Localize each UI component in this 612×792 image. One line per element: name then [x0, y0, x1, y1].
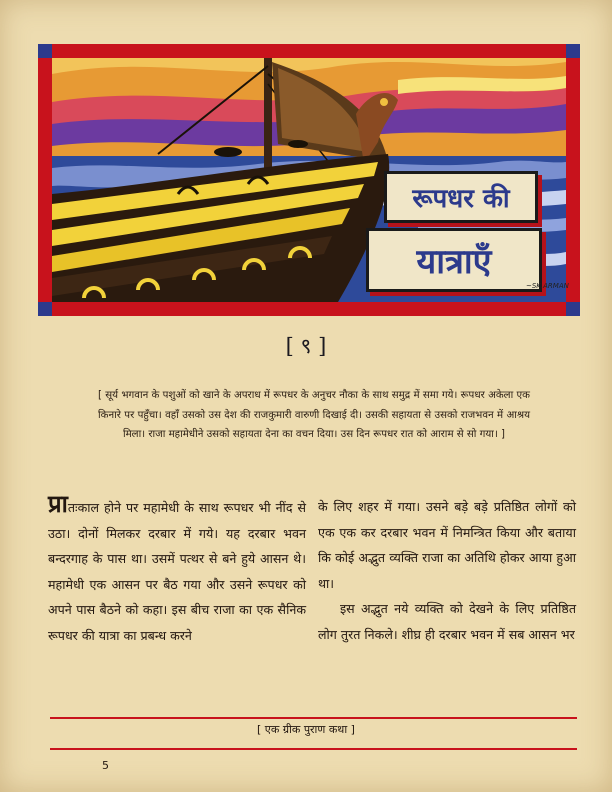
dropcap-letter: प्रा: [48, 489, 68, 518]
body-column-left: [48, 489, 306, 649]
body-left-text: तःकाल होने पर महामेधी के साथ रूपधर भी नींद से उठा। दोनों मिलकर दरबार में गये। यह दरबार भवन बन्दरगाह के पास था। उसमें पत्थर से बने हुये आसन थे। महामेधी एक आसन पर बैठ गया और उसने रूपधर को अपने पास बैठने को कहा। इस बीच राजा का एक सैनिक रूपधर की यात्रा का प्रबन्ध करने: [48, 500, 306, 643]
body-right-paragraph-1: के लिए शहर में गया। उसने बड़े बड़े प्रतिष्ठित लोगों को एक एक कर दरबार भवन में निमन्त्रित किया और बताया कि कोई अद्भुत व्यक्ति राजा का अतिथि होकर आया हुआ था।: [318, 499, 576, 591]
footer-note: [ एक ग्रीक पुराण कथा ]: [257, 723, 355, 736]
page-number: 5: [102, 759, 109, 772]
body-column-right: [318, 494, 576, 648]
banner-title-line2: यात्राएँ: [416, 242, 492, 282]
artist-signature: ~SK.ARMAN: [526, 282, 569, 290]
chapter-summary: [ सूर्य भगवान के पशुओं को खाने के अपराध में रूपधर के अनुचर नौका के साथ समुद्र में समा गये। रूपधर अकेला एक किनारे पर पहुँचा। वहाँ उसको उस देश की राजकुमारी वारुणी दिखाई दी। उसकी सहायता से उसको राजभवन में आश्रय मिला। राजा महामेधीने उसको सहायता देना का वचन दिया। उस दिन रूपधर रात को आराम से सो गया। ]: [98, 390, 530, 441]
banner-illustration: [38, 44, 580, 316]
footer-rule-bottom: [50, 748, 577, 750]
chapter-number: [ ९ ]: [285, 334, 327, 358]
footer-rule-top: [50, 717, 577, 719]
banner-title-line2-box: [366, 228, 542, 292]
banner-title-line1-box: [384, 171, 538, 223]
banner-title-line1: रूपधर की: [412, 184, 510, 214]
body-right-paragraph-2: इस अद्भुत नये व्यक्ति को देखने के लिए प्रतिष्ठित लोग तुरत निकले। शीघ्र ही दरबार भवन में सब आसन भर: [318, 601, 576, 642]
